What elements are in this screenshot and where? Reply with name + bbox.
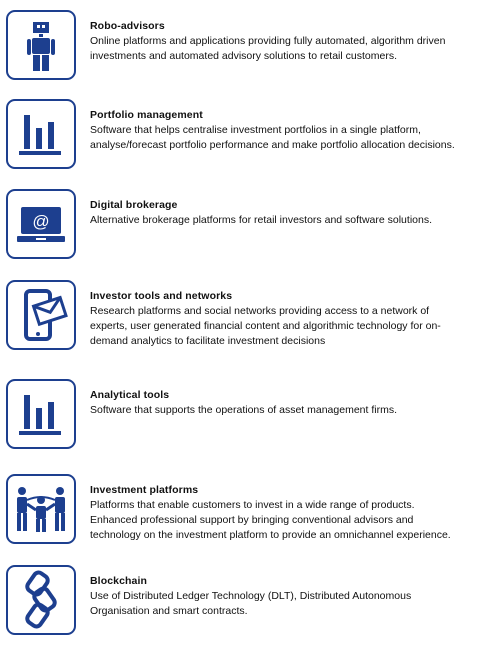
icon-frame (6, 189, 76, 259)
item-description: Software that supports the operations of asset management firms. (90, 404, 397, 416)
icon-frame (6, 474, 76, 544)
icon-frame (6, 280, 76, 350)
item-title: Investment platforms (90, 484, 199, 496)
item-title: Digital brokerage (90, 199, 178, 211)
item-description: Alternative brokerage platforms for retail investors and software solutions. (90, 214, 432, 226)
icon-frame (6, 10, 76, 80)
phone-mail-icon (8, 282, 74, 348)
item-title: Blockchain (90, 575, 148, 587)
bar-chart-icon (8, 381, 74, 447)
item-title: Analytical tools (90, 389, 170, 401)
svg-text:@: @ (32, 212, 50, 231)
chain-icon (8, 567, 74, 633)
icon-frame (6, 99, 76, 169)
item-title: Portfolio management (90, 109, 203, 121)
item-description: Online platforms and applications providing fully automated, algorithm driven investments and automated advisory solutions to retail customers. (90, 35, 446, 62)
laptop-at-icon (8, 191, 74, 257)
people-network-icon (8, 476, 74, 542)
robot-icon (8, 12, 74, 78)
item-title: Robo-advisors (90, 20, 165, 32)
item-description: Research platforms and social networks providing access to a network of experts, user generated financial content and algorithmic technology for on-demand analytics to facilitate investment decisions (90, 305, 441, 347)
item-description: Software that helps centralise investment portfolios in a single platform, analyse/forecast portfolio performance and make portfolio allocation decisions. (90, 124, 455, 151)
item-description: Platforms that enable customers to invest in a wide range of products. Enhanced professional support by bringing conventional advisors and technology on the investment platform to provide an omnichannel experience. (90, 499, 451, 541)
icon-frame (6, 379, 76, 449)
item-description: Use of Distributed Ledger Technology (DLT), Distributed Autonomous Organisation and smart contracts. (90, 590, 412, 617)
icon-frame (6, 565, 76, 635)
item-title: Investor tools and networks (90, 290, 233, 302)
bar-chart-icon (8, 101, 74, 167)
